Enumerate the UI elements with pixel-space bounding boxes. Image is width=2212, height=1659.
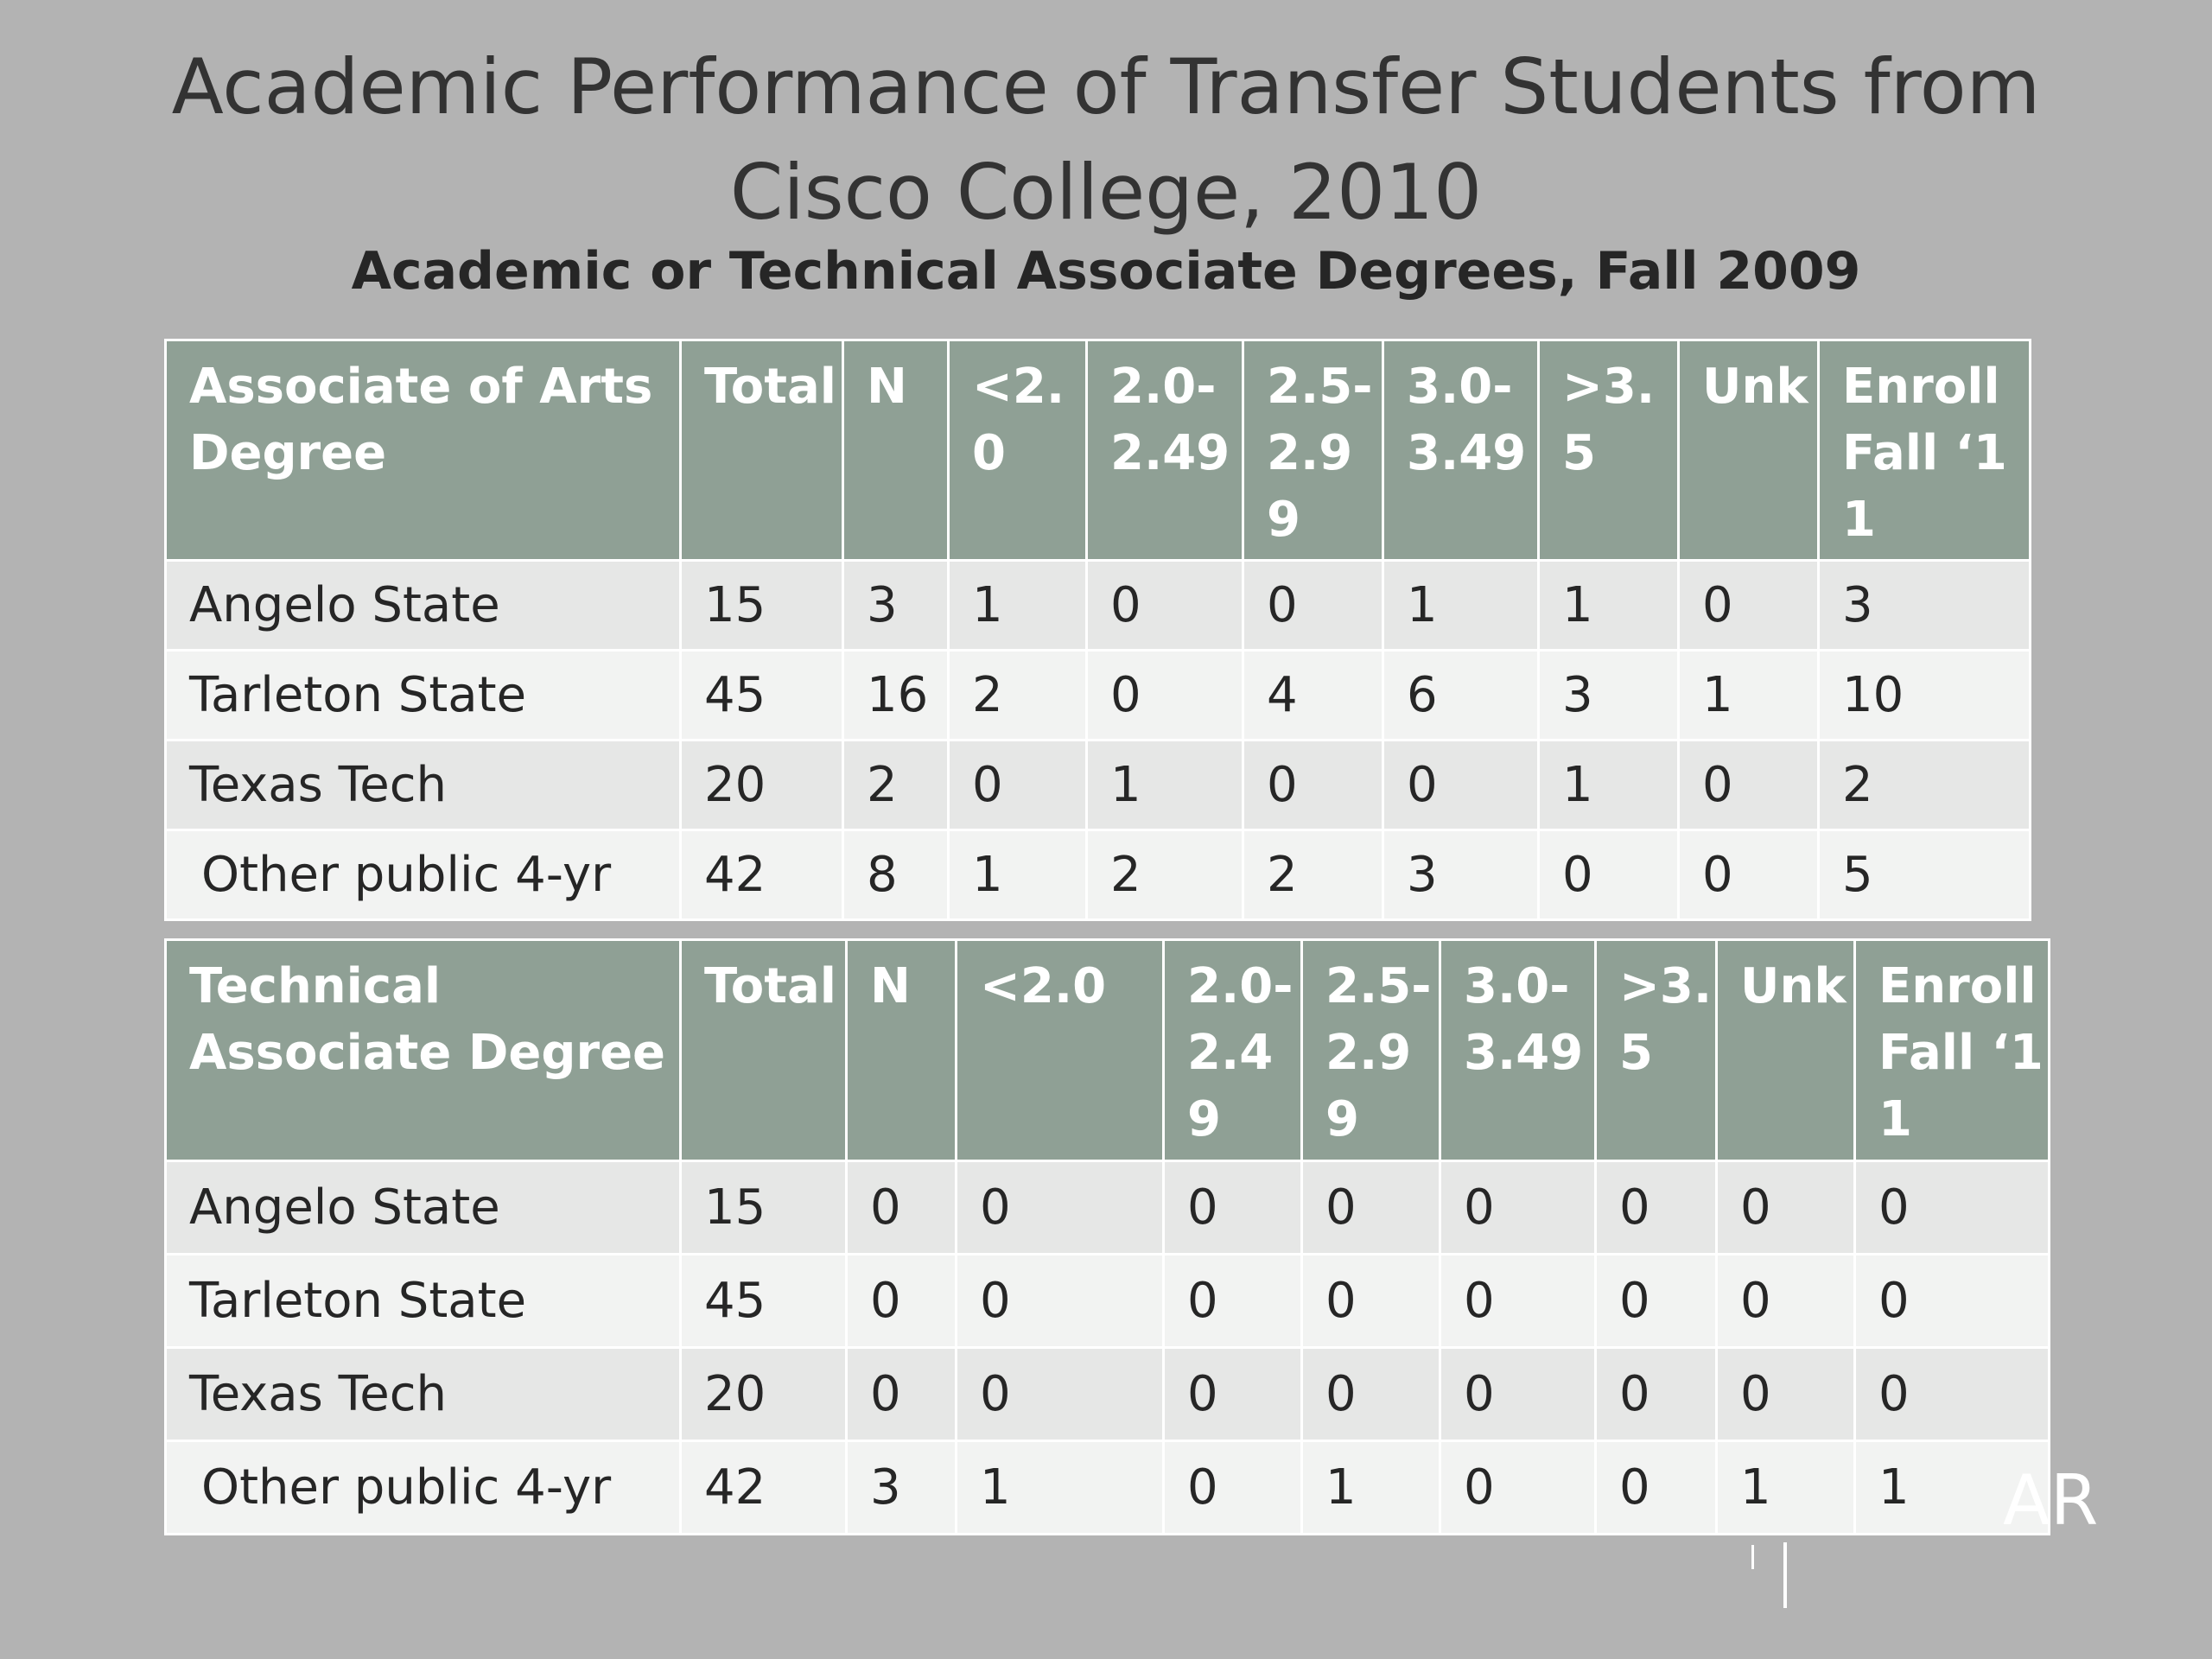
cell: 3 [847,1441,957,1535]
cell: 45 [681,1255,847,1348]
watermark-divider [1783,1542,1787,1608]
cell: 0 [1440,1255,1596,1348]
cell: 0 [1243,561,1383,651]
header-below-2: <2.0 [957,940,1164,1161]
header-unk: Unk [1679,340,1819,561]
cell: 0 [1087,651,1243,741]
cell: 0 [1243,741,1383,830]
cell: 3 [1819,561,2031,651]
cell: 0 [1596,1255,1717,1348]
cell: 0 [1087,561,1243,651]
cell: 1 [1679,651,1819,741]
cell: 0 [1302,1161,1440,1255]
cell: 0 [957,1161,1164,1255]
cell: 16 [843,651,949,741]
cell: 0 [1679,741,1819,830]
header-unk: Unk [1717,940,1855,1161]
cell-institution: Texas Tech [166,741,681,830]
cell: 8 [843,830,949,920]
header-3-to-349: 3.0-3.49 [1383,340,1539,561]
cell: 0 [1164,1348,1302,1441]
cell: 0 [957,1255,1164,1348]
header-n: N [847,940,957,1161]
cell: 0 [1440,1348,1596,1441]
cell: 5 [1819,830,2031,920]
cell: 0 [1596,1348,1717,1441]
header-3-to-349: 3.0-3.49 [1440,940,1596,1161]
cell: 0 [1383,741,1539,830]
cell: 1 [957,1441,1164,1535]
table-row [166,1348,2050,1441]
header-25-to-299: 2.5-2.99 [1243,340,1383,561]
cell: 0 [1855,1348,2050,1441]
cell-institution: Angelo State [166,561,681,651]
cell: 15 [681,1161,847,1255]
table-row [166,1255,2050,1348]
header-25-to-299: 2.5-2.99 [1302,940,1440,1161]
header-degree: Technical Associate Degree [166,940,681,1161]
cell: 0 [1717,1348,1855,1441]
cell: 0 [1855,1161,2050,1255]
cell: 3 [1383,830,1539,920]
cell: 42 [681,830,843,920]
cell: 10 [1819,651,2031,741]
cell: 1 [1539,561,1679,651]
header-total: Total [681,340,843,561]
header-n: N [843,340,949,561]
page-title [0,35,2212,245]
cell: 0 [1855,1255,2050,1348]
cell: 0 [1679,561,1819,651]
cell: 1 [1087,741,1243,830]
cell-institution: Texas Tech [166,1348,681,1441]
page-subtitle: Academic or Technical Associate Degrees, Fall 2009 [351,241,1861,302]
technical-associate-table [164,938,2050,1535]
cell: 42 [681,1441,847,1535]
associate-arts-table [164,339,2031,921]
cell: 0 [957,1348,1164,1441]
cell: 0 [847,1161,957,1255]
cell: 0 [949,741,1087,830]
cell: 3 [1539,651,1679,741]
cell: 2 [843,741,949,830]
cell: 0 [1717,1161,1855,1255]
cell: 0 [1596,1441,1717,1535]
header-below-2: <2.0 [949,340,1087,561]
header-enroll: Enroll Fall ‘11 [1855,940,2050,1161]
cell: 0 [1302,1255,1440,1348]
cell: 1 [949,830,1087,920]
cell: 20 [681,1348,847,1441]
header-degree: Associate of Arts Degree [166,340,681,561]
cell: 2 [1243,830,1383,920]
cell: 2 [949,651,1087,741]
cell: 3 [843,561,949,651]
cell: 1 [1717,1441,1855,1535]
cell: 0 [1164,1255,1302,1348]
cell: 1 [1539,741,1679,830]
cell: 0 [1302,1348,1440,1441]
title-line-1: Academic Performance of Transfer Students from [171,42,2041,131]
cell-institution: Other public 4-yr [166,1441,681,1535]
cell: 45 [681,651,843,741]
table-header-row [166,940,2050,1161]
cell: 6 [1383,651,1539,741]
cell: 4 [1243,651,1383,741]
header-above-35: >3.5 [1596,940,1717,1161]
cell: 0 [847,1348,957,1441]
cell: 20 [681,741,843,830]
cell: 0 [1440,1441,1596,1535]
table-row [166,561,2031,651]
table-row [166,741,2031,830]
header-above-35: >3.5 [1539,340,1679,561]
cell: 0 [1164,1161,1302,1255]
table-row [166,651,2031,741]
header-enroll: Enroll Fall ‘11 [1819,340,2031,561]
cell: 0 [1596,1161,1717,1255]
cell: 1 [949,561,1087,651]
table-header-row [166,340,2031,561]
cell: 1 [1383,561,1539,651]
cell: 0 [847,1255,957,1348]
cell: 2 [1819,741,2031,830]
table-row [166,1161,2050,1255]
header-2-to-249: 2.0-2.49 [1164,940,1302,1161]
cell-institution: Tarleton State [166,651,681,741]
cell: 15 [681,561,843,651]
cell: 0 [1164,1441,1302,1535]
cell: 0 [1679,830,1819,920]
cell-institution: Angelo State [166,1161,681,1255]
title-line-2: Cisco College, 2010 [729,148,1483,237]
watermark-logo-text: AR [2003,1460,2099,1541]
cell: 0 [1717,1255,1855,1348]
cell: 1 [1855,1441,2050,1535]
cell: 0 [1440,1161,1596,1255]
table-row [166,830,2031,920]
cell: 2 [1087,830,1243,920]
cell: 1 [1302,1441,1440,1535]
cell-institution: Other public 4-yr [166,830,681,920]
watermark-tick [1751,1545,1754,1569]
header-total: Total [681,940,847,1161]
table-row [166,1441,2050,1535]
header-2-to-249: 2.0-2.49 [1087,340,1243,561]
cell: 0 [1539,830,1679,920]
cell-institution: Tarleton State [166,1255,681,1348]
